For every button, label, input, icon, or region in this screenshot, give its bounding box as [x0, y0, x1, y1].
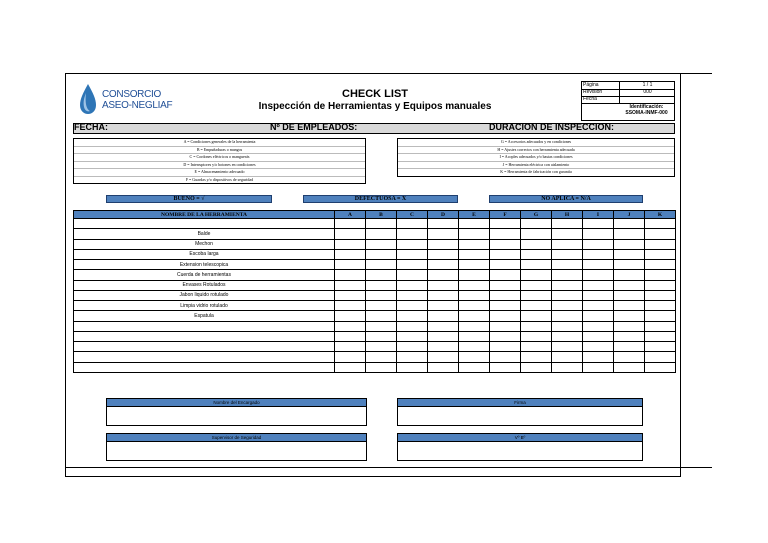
- check-cell[interactable]: [645, 249, 676, 259]
- check-cell[interactable]: [335, 311, 366, 321]
- check-cell[interactable]: [490, 219, 521, 229]
- table-row: [74, 331, 676, 341]
- check-cell[interactable]: [366, 311, 397, 321]
- tool-name-cell: [74, 352, 335, 362]
- pagina-value: 1 / 1: [619, 82, 675, 89]
- revision-value: 000: [619, 89, 675, 96]
- check-cell[interactable]: [428, 290, 459, 300]
- check-cell[interactable]: [428, 352, 459, 362]
- legend-item: A = Condiciones generales de la herramienta: [74, 139, 365, 147]
- check-cell[interactable]: [366, 229, 397, 239]
- check-cell[interactable]: [428, 311, 459, 321]
- check-cell[interactable]: [583, 311, 614, 321]
- fecha-meta-label: Fecha: [583, 96, 597, 102]
- check-cell[interactable]: [490, 229, 521, 239]
- check-cell[interactable]: [459, 219, 490, 229]
- check-cell[interactable]: [645, 290, 676, 300]
- check-cell[interactable]: [397, 321, 428, 331]
- document-meta-box: [581, 81, 675, 121]
- legend-left: [73, 138, 366, 184]
- check-cell[interactable]: [552, 280, 583, 290]
- table-row: [74, 290, 676, 300]
- check-cell[interactable]: [552, 311, 583, 321]
- check-cell[interactable]: [428, 331, 459, 341]
- check-cell[interactable]: [397, 331, 428, 341]
- col-header: B: [366, 211, 397, 219]
- check-cell[interactable]: [614, 301, 645, 311]
- check-cell[interactable]: [397, 342, 428, 352]
- check-cell[interactable]: [645, 260, 676, 270]
- check-cell[interactable]: [521, 229, 552, 239]
- legend-right: [397, 138, 675, 177]
- col-header: F: [490, 211, 521, 219]
- check-cell[interactable]: [521, 301, 552, 311]
- check-cell[interactable]: [366, 342, 397, 352]
- check-cell[interactable]: [335, 270, 366, 280]
- check-cell[interactable]: [459, 342, 490, 352]
- check-cell[interactable]: [614, 219, 645, 229]
- check-cell[interactable]: [335, 229, 366, 239]
- check-cell[interactable]: [583, 342, 614, 352]
- check-cell[interactable]: [335, 331, 366, 341]
- check-cell[interactable]: [335, 321, 366, 331]
- check-cell[interactable]: [552, 249, 583, 259]
- water-drop-icon: [79, 83, 97, 115]
- check-cell[interactable]: [583, 321, 614, 331]
- check-cell[interactable]: [366, 331, 397, 341]
- check-cell[interactable]: [521, 311, 552, 321]
- check-cell[interactable]: [521, 352, 552, 362]
- check-cell[interactable]: [521, 321, 552, 331]
- check-cell[interactable]: [335, 362, 366, 372]
- signature-label: Nombre del Encargado: [107, 399, 366, 407]
- col-header: D: [428, 211, 459, 219]
- col-header: I: [583, 211, 614, 219]
- check-cell[interactable]: [366, 260, 397, 270]
- check-cell[interactable]: [645, 331, 676, 341]
- table-row: [74, 249, 676, 259]
- check-cell[interactable]: [521, 260, 552, 270]
- check-cell[interactable]: [583, 270, 614, 280]
- check-cell[interactable]: [645, 270, 676, 280]
- check-cell[interactable]: [428, 280, 459, 290]
- legend-item: G = Accesorios adecuados y en condiciones: [398, 139, 674, 147]
- check-cell[interactable]: [366, 280, 397, 290]
- check-cell[interactable]: [490, 290, 521, 300]
- table-row: [74, 311, 676, 321]
- check-cell[interactable]: [366, 270, 397, 280]
- check-cell[interactable]: [521, 249, 552, 259]
- signature-supervisor[interactable]: [106, 433, 367, 461]
- check-cell[interactable]: [614, 362, 645, 372]
- check-cell[interactable]: [428, 321, 459, 331]
- check-cell[interactable]: [397, 219, 428, 229]
- check-cell[interactable]: [490, 311, 521, 321]
- check-cell[interactable]: [335, 219, 366, 229]
- legend-item: C = Cordones eléctricos o manguerás: [74, 154, 365, 162]
- pagina-label: Página: [583, 82, 599, 88]
- check-cell[interactable]: [521, 280, 552, 290]
- check-cell[interactable]: [645, 311, 676, 321]
- tool-name-cell: Extension telescopica: [74, 260, 335, 270]
- check-cell[interactable]: [583, 239, 614, 249]
- check-cell[interactable]: [335, 352, 366, 362]
- tool-name-cell: Mechon: [74, 239, 335, 249]
- check-cell[interactable]: [459, 362, 490, 372]
- legend-item: F = Guardas y/o dispositivos de seguridad: [185, 176, 254, 182]
- table-row: [74, 219, 676, 229]
- check-cell[interactable]: [645, 362, 676, 372]
- check-cell[interactable]: [552, 342, 583, 352]
- check-cell[interactable]: [552, 239, 583, 249]
- identification-value: SSOMA-INMF-000: [625, 110, 668, 116]
- check-cell[interactable]: [397, 290, 428, 300]
- check-cell[interactable]: [645, 342, 676, 352]
- check-cell[interactable]: [521, 270, 552, 280]
- check-cell[interactable]: [645, 229, 676, 239]
- legend-item: K = Herramienta de fabricación con garantía: [500, 169, 572, 174]
- check-cell[interactable]: [459, 280, 490, 290]
- col-header: A: [335, 211, 366, 219]
- check-cell[interactable]: [459, 352, 490, 362]
- check-cell[interactable]: [459, 290, 490, 300]
- col-header: E: [459, 211, 490, 219]
- check-cell[interactable]: [428, 219, 459, 229]
- check-cell[interactable]: [583, 260, 614, 270]
- check-cell[interactable]: [552, 219, 583, 229]
- revision-label: Revisión: [583, 89, 603, 95]
- fecha-meta-value: [619, 96, 675, 103]
- empleados-field[interactable]: Nº DE EMPLEADOS:: [270, 122, 358, 132]
- check-cell[interactable]: [521, 290, 552, 300]
- check-cell[interactable]: [583, 280, 614, 290]
- table-row: [74, 239, 676, 249]
- check-cell[interactable]: [645, 301, 676, 311]
- check-cell[interactable]: [552, 362, 583, 372]
- meta-row-fecha: [582, 96, 674, 104]
- check-cell[interactable]: [614, 249, 645, 259]
- check-cell[interactable]: [335, 260, 366, 270]
- check-cell[interactable]: [335, 280, 366, 290]
- company-logo: [75, 80, 175, 120]
- check-cell[interactable]: [583, 219, 614, 229]
- tool-name-cell: Escoba larga: [74, 249, 335, 259]
- check-cell[interactable]: [645, 219, 676, 229]
- check-cell[interactable]: [459, 260, 490, 270]
- check-cell[interactable]: [614, 352, 645, 362]
- check-cell[interactable]: [614, 270, 645, 280]
- check-cell[interactable]: [459, 311, 490, 321]
- identification: [619, 104, 674, 116]
- check-cell[interactable]: [397, 270, 428, 280]
- legend-item: E = Almacenamiento adecuado: [74, 169, 365, 177]
- table-header-row: [74, 211, 676, 219]
- signature-label: Vº Bº: [398, 434, 642, 442]
- check-cell[interactable]: [552, 229, 583, 239]
- check-cell[interactable]: [459, 229, 490, 239]
- check-cell[interactable]: [645, 280, 676, 290]
- tool-name-cell: Balde: [74, 229, 335, 239]
- check-cell[interactable]: [490, 331, 521, 341]
- tools-checklist-table: [73, 210, 676, 373]
- col-header: H: [552, 211, 583, 219]
- check-cell[interactable]: [490, 280, 521, 290]
- check-cell[interactable]: [490, 239, 521, 249]
- check-cell[interactable]: [428, 260, 459, 270]
- check-cell[interactable]: [397, 239, 428, 249]
- check-cell[interactable]: [583, 331, 614, 341]
- table-row: [74, 301, 676, 311]
- check-cell[interactable]: [614, 331, 645, 341]
- signature-firma[interactable]: [397, 398, 643, 426]
- signature-encargado[interactable]: [106, 398, 367, 426]
- duracion-field[interactable]: DURACION DE INSPECCION:: [489, 122, 615, 132]
- check-cell[interactable]: [397, 311, 428, 321]
- tool-name-cell: Espatula: [74, 311, 335, 321]
- check-cell[interactable]: [583, 352, 614, 362]
- check-cell[interactable]: [366, 219, 397, 229]
- legend-item: B = Empuñaduras o mangos: [74, 147, 365, 155]
- check-cell[interactable]: [397, 301, 428, 311]
- check-cell[interactable]: [459, 321, 490, 331]
- check-cell[interactable]: [521, 219, 552, 229]
- check-cell[interactable]: [614, 239, 645, 249]
- check-cell[interactable]: [335, 249, 366, 259]
- col-header: K: [645, 211, 676, 219]
- identification-label: Identificación:: [629, 104, 664, 110]
- tool-name-cell: [74, 219, 335, 229]
- company-name-line2: ASEO-NEGLIAF: [102, 100, 173, 111]
- check-cell[interactable]: [645, 239, 676, 249]
- check-cell[interactable]: [397, 352, 428, 362]
- check-cell[interactable]: [428, 270, 459, 280]
- tool-name-cell: Cuerda de herramientas: [74, 270, 335, 280]
- frame-line-bottom: [65, 467, 712, 468]
- status-defectuosa: DEFECTUOSA = X: [303, 195, 458, 203]
- signature-vb[interactable]: [397, 433, 643, 461]
- legend-item: D = Interruptores y/o botones en condiciones: [74, 162, 365, 170]
- check-cell[interactable]: [459, 249, 490, 259]
- check-cell[interactable]: [459, 270, 490, 280]
- check-cell[interactable]: [366, 362, 397, 372]
- check-cell[interactable]: [366, 249, 397, 259]
- col-header: G: [521, 211, 552, 219]
- check-cell[interactable]: [552, 290, 583, 300]
- check-cell[interactable]: [490, 321, 521, 331]
- check-cell[interactable]: [521, 239, 552, 249]
- check-cell[interactable]: [459, 239, 490, 249]
- check-cell[interactable]: [490, 301, 521, 311]
- check-cell[interactable]: [459, 331, 490, 341]
- check-cell[interactable]: [552, 260, 583, 270]
- tool-name-cell: [74, 362, 335, 372]
- check-cell[interactable]: [645, 321, 676, 331]
- check-cell[interactable]: [614, 342, 645, 352]
- company-name-line1: CONSORCIO: [102, 89, 161, 100]
- table-row: [74, 270, 676, 280]
- table-row: [74, 280, 676, 290]
- check-cell[interactable]: [366, 290, 397, 300]
- check-cell[interactable]: [397, 260, 428, 270]
- check-cell[interactable]: [428, 342, 459, 352]
- check-cell[interactable]: [552, 321, 583, 331]
- table-row: [74, 362, 676, 372]
- check-cell[interactable]: [490, 352, 521, 362]
- check-cell[interactable]: [490, 249, 521, 259]
- check-cell[interactable]: [614, 290, 645, 300]
- check-cell[interactable]: [583, 229, 614, 239]
- check-cell[interactable]: [490, 362, 521, 372]
- check-cell[interactable]: [552, 301, 583, 311]
- check-cell[interactable]: [428, 362, 459, 372]
- check-cell[interactable]: [552, 270, 583, 280]
- legend-item: H = Ajustes correctos con herramienta adecuada: [398, 147, 674, 155]
- check-cell[interactable]: [521, 331, 552, 341]
- page-subtitle: Inspección de Herramientas y Equipos manuales: [258, 101, 492, 112]
- check-cell[interactable]: [552, 352, 583, 362]
- check-cell[interactable]: [459, 301, 490, 311]
- check-cell[interactable]: [645, 352, 676, 362]
- table-row: [74, 342, 676, 352]
- check-cell[interactable]: [335, 301, 366, 311]
- check-cell[interactable]: [490, 270, 521, 280]
- tool-name-cell: [74, 321, 335, 331]
- table-row: [74, 260, 676, 270]
- check-cell[interactable]: [490, 342, 521, 352]
- legend-item: J = Herramienta eléctrica con aislamiento: [398, 162, 674, 170]
- check-cell[interactable]: [614, 229, 645, 239]
- check-cell[interactable]: [614, 260, 645, 270]
- table-row: [74, 352, 676, 362]
- signature-label: Supervisor de Seguridad: [107, 434, 366, 442]
- tool-name-header: NOMBRE DE LA HERRAMIENTA: [74, 211, 335, 219]
- check-cell[interactable]: [552, 331, 583, 341]
- check-cell[interactable]: [583, 301, 614, 311]
- tool-name-cell: [74, 342, 335, 352]
- check-cell[interactable]: [583, 290, 614, 300]
- col-header: J: [614, 211, 645, 219]
- check-cell[interactable]: [614, 321, 645, 331]
- check-cell[interactable]: [583, 249, 614, 259]
- legend-item: I = Acoples adecuados y/o bastas condiciones: [398, 154, 674, 162]
- frame-extension-top: [681, 73, 712, 74]
- table-row: [74, 229, 676, 239]
- check-cell[interactable]: [397, 362, 428, 372]
- status-bueno: BUENO = √: [106, 195, 272, 203]
- col-header: C: [397, 211, 428, 219]
- tool-name-cell: [74, 331, 335, 341]
- check-cell[interactable]: [521, 342, 552, 352]
- check-cell[interactable]: [428, 239, 459, 249]
- check-cell[interactable]: [397, 229, 428, 239]
- signature-label: Firma: [398, 399, 642, 407]
- check-cell[interactable]: [397, 280, 428, 290]
- tool-name-cell: Limpia vidrio rotulado: [74, 301, 335, 311]
- tool-name-cell: Jabon liquido rotulado: [74, 290, 335, 300]
- check-cell[interactable]: [490, 260, 521, 270]
- check-cell[interactable]: [397, 249, 428, 259]
- check-cell[interactable]: [583, 362, 614, 372]
- tool-name-cell: Envases Rotulados: [74, 280, 335, 290]
- check-cell[interactable]: [366, 301, 397, 311]
- check-cell[interactable]: [335, 342, 366, 352]
- check-cell[interactable]: [428, 249, 459, 259]
- check-cell[interactable]: [428, 301, 459, 311]
- check-cell[interactable]: [366, 239, 397, 249]
- check-cell[interactable]: [614, 311, 645, 321]
- check-cell[interactable]: [521, 362, 552, 372]
- page-title: CHECK LIST: [342, 88, 408, 100]
- fecha-field[interactable]: FECHA:: [74, 122, 108, 132]
- check-cell[interactable]: [366, 321, 397, 331]
- table-row: [74, 321, 676, 331]
- check-cell[interactable]: [335, 290, 366, 300]
- check-cell[interactable]: [614, 280, 645, 290]
- check-cell[interactable]: [366, 352, 397, 362]
- status-no-aplica: NO APLICA = N/A: [489, 195, 643, 203]
- check-cell[interactable]: [428, 229, 459, 239]
- check-cell[interactable]: [335, 239, 366, 249]
